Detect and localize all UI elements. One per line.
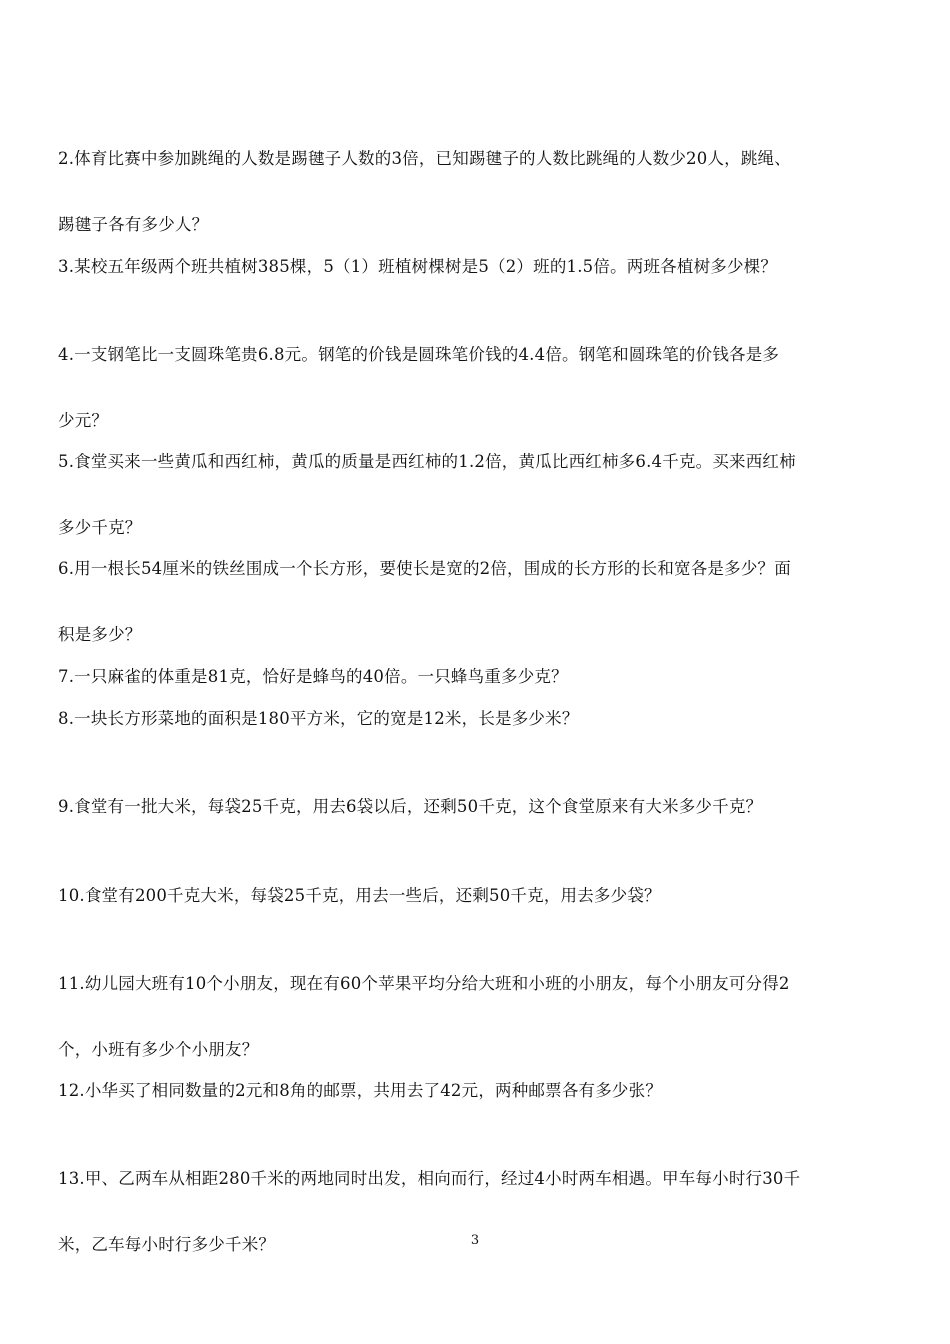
question-11-line-1: 11.幼儿园大班有10个小朋友，现在有60个苹果平均分给大班和小班的小朋友，每个小朋友可分得2 xyxy=(58,974,790,993)
question-4-line-2: 少元？ xyxy=(58,411,109,430)
question-2-line-1: 2.体育比赛中参加跳绳的人数是踢毽子人数的3倍，已知踢毽子的人数比跳绳的人数少20人，跳绳、 xyxy=(58,149,791,168)
page-number: 3 xyxy=(470,1233,480,1248)
question-12-line-1: 12.小华买了相同数量的2元和8角的邮票，共用去了42元，两种邮票各有多少张？ xyxy=(58,1081,663,1100)
question-8-line-1: 8.一块长方形菜地的面积是180平方米，它的宽是12米，长是多少米？ xyxy=(58,709,579,728)
question-13-line-2: 米，乙车每小时行多少千米？ xyxy=(58,1235,276,1254)
question-9-line-1: 9.食堂有一批大米，每袋25千克，用去6袋以后，还剩50千克，这个食堂原来有大米多少千克？ xyxy=(58,797,763,816)
question-3-line-1: 3.某校五年级两个班共植树385棵，5（1）班植树棵树是5（2）班的1.5倍。两班各植树多少棵？ xyxy=(58,257,778,276)
question-4-line-1: 4.一支钢笔比一支圆珠笔贵6.8元。钢笔的价钱是圆珠笔价钱的4.4倍。钢笔和圆珠笔的价钱各是多 xyxy=(58,345,780,364)
question-5-line-1: 5.食堂买来一些黄瓜和西红柿，黄瓜的质量是西红柿的1.2倍，黄瓜比西红柿多6.4千克。买来西红柿 xyxy=(58,452,796,471)
question-2-line-2: 踢毽子各有多少人？ xyxy=(58,215,209,234)
question-6-line-2: 积是多少？ xyxy=(58,625,142,644)
question-5-line-2: 多少千克？ xyxy=(58,518,142,537)
question-7-line-1: 7.一只麻雀的体重是81克，恰好是蜂鸟的40倍。一只蜂鸟重多少克？ xyxy=(58,667,568,686)
question-11-line-2: 个，小班有多少个小朋友？ xyxy=(58,1040,259,1059)
question-13 xyxy=(58,1124,898,1300)
question-13-line-1: 13.甲、乙两车从相距280千米的两地同时出发，相向而行，经过4小时两车相遇。甲车每小时行30千 xyxy=(58,1169,801,1188)
question-6-line-1: 6.用一根长54厘米的铁丝围成一个长方形，要使长是宽的2倍，围成的长方形的长和宽各是多少？面 xyxy=(58,559,791,578)
question-10-line-1: 10.食堂有200千克大米，每袋25千克，用去一些后，还剩50千克，用去多少袋？ xyxy=(58,886,661,905)
